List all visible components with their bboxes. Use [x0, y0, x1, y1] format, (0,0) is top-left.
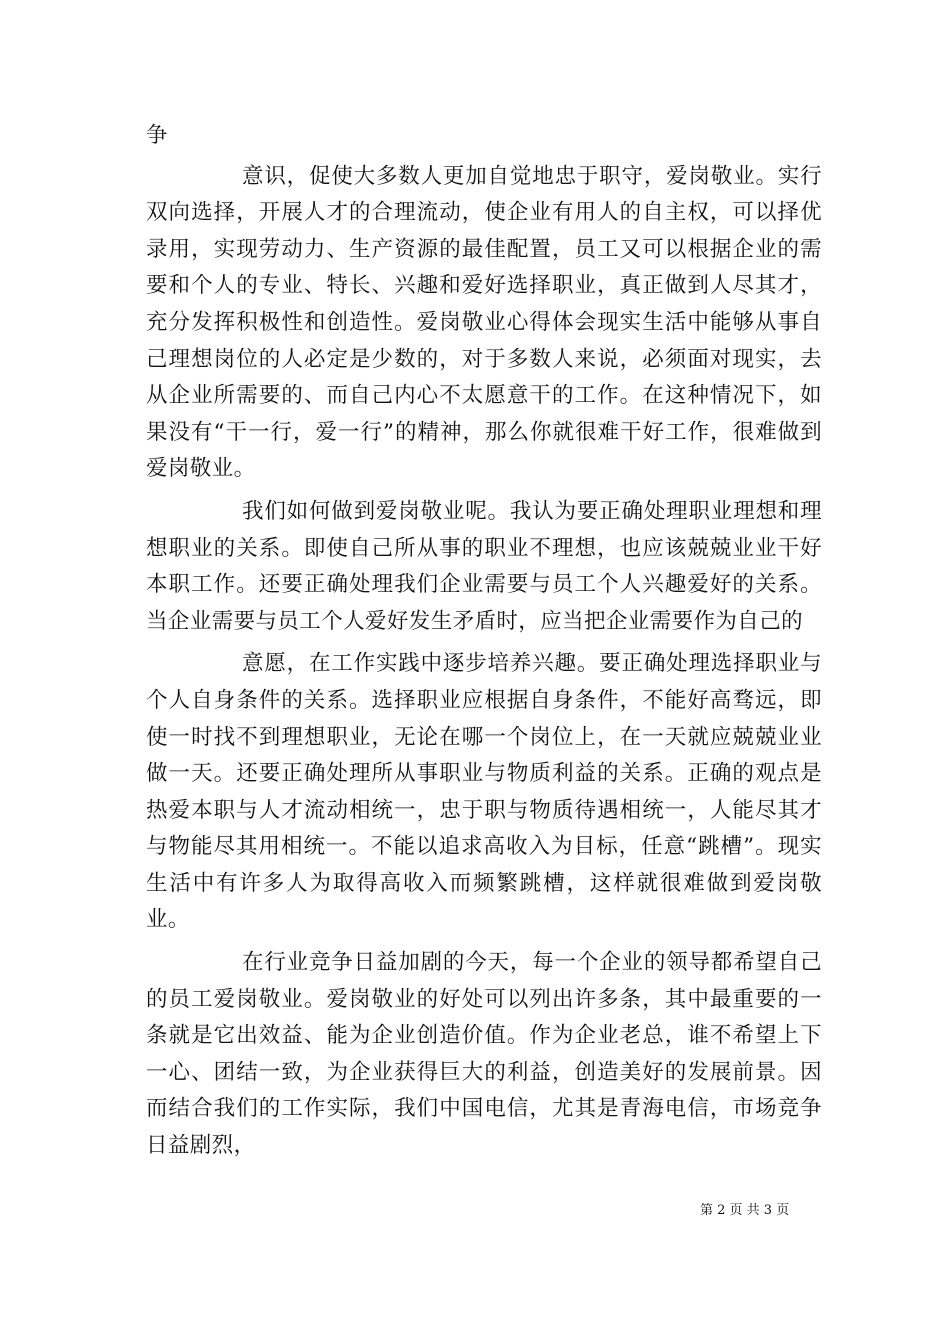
paragraph: 在行业竞争日益加剧的今天，每一个企业的领导都希望自己的员工爱岗敬业。爱岗敬业的好处可以列出许多条，其中最重要的一条就是它出效益、能为企业创造价值。作为企业老总，谁不希望上下一心、团结一致，为企业获得巨大的利益，创造美好的发展前景。因而结合我们的工作实际，我们中国电信，尤其是青海电信，市场竞争日益剧烈，	[146, 950, 822, 1159]
document-body	[146, 118, 822, 1165]
paragraph: 意愿，在工作实践中逐步培养兴趣。要正确处理选择职业与个人自身条件的关系。选择职业应根据自身条件，不能好高骛远，即使一时找不到理想职业，无论在哪一个岗位上，在一天就应兢兢业业做一天。还要正确处理所从事职业与物质利益的关系。正确的观点是热爱本职与人才流动相统一，忠于职与物质待遇相统一，人能尽其才与物能尽其用相统一。不能以追求高收入为目标，任意“跳槽”。现实生活中有许多人为取得高收入而频繁跳槽，这样就很难做到爱岗敬业。	[146, 651, 822, 933]
paragraph: 意识，促使大多数人更加自觉地忠于职守，爱岗敬业。实行双向选择，开展人才的合理流动，使企业有用人的自主权，可以择优录用，实现劳动力、生产资源的最佳配置，员工又可以根据企业的需要和个人的专业、特长、兴趣和爱好选择职业，真正做到人尽其才，充分发挥积极性和创造性。爱岗敬业心得体会现实生活中能够从事自己理想岗位的人必定是少数的，对于多数人来说，必须面对现实，去从企业所需要的、而自己内心不太愿意干的工作。在这种情况下，如果没有“干一行，爱一行”的精神，那么你就很难干好工作，很难做到爱岗敬业。	[146, 163, 822, 482]
page-number-footer: 第 2 页 共 3 页	[700, 1203, 790, 1218]
paragraph: 我们如何做到爱岗敬业呢。我认为要正确处理职业理想和理想职业的关系。即使自己所从事的职业不理想，也应该兢兢业业干好本职工作。还要正确处理我们企业需要与员工个人兴趣爱好的关系。当企业需要与员工个人爱好发生矛盾时，应当把企业需要作为自己的	[146, 498, 822, 634]
paragraph-fragment: 争	[146, 123, 168, 148]
